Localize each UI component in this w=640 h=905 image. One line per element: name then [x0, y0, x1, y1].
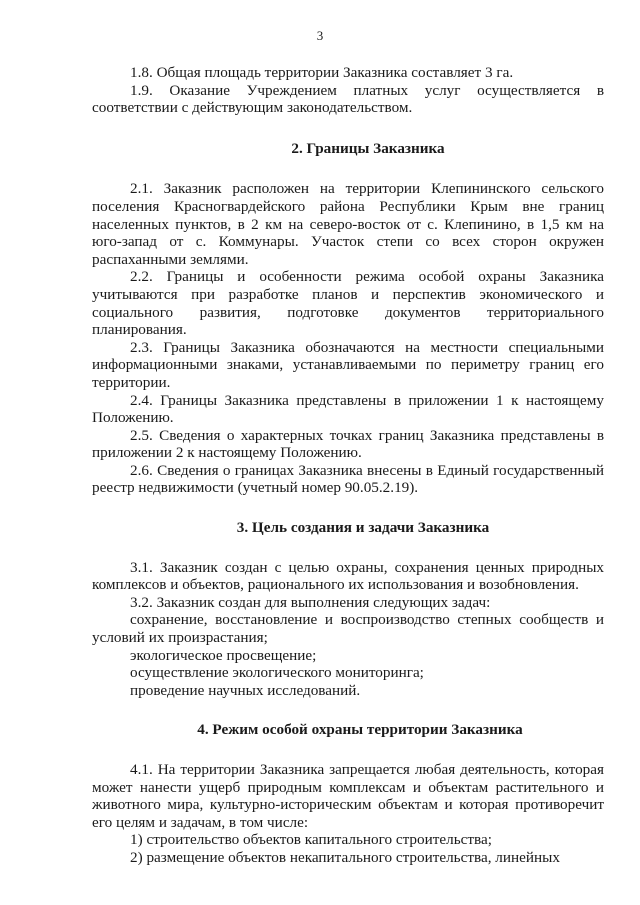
paragraph-1-9: 1.9. Оказание Учреждением платных услуг осуществляется в соответствии с действующим законодательством.: [92, 81, 604, 117]
list-item: 2) размещение объектов некапитального строительства, линейных: [130, 848, 560, 866]
task-item: экологическое просвещение;: [130, 646, 317, 664]
task-item: проведение научных исследований.: [130, 681, 361, 699]
section-2-heading: 2. Границы Заказника: [291, 139, 445, 157]
section-3-heading: 3. Цель создания и задачи Заказника: [236, 519, 490, 537]
page-number: 3: [316, 28, 324, 43]
section-4-heading: 4. Режим особой охраны территории Заказника: [197, 721, 523, 739]
task-item: сохранение, восстановление и воспроизводство степных сообществ и условий их произрастания;: [92, 611, 604, 647]
paragraph-2-4: 2.4. Границы Заказника представлены в приложении 1 к настоящему Положению.: [92, 391, 604, 427]
paragraph-3-1: 3.1. Заказник создан с целью охраны, сохранения ценных природных комплексов и объектов, рационального их использования и возобновления.: [92, 558, 604, 594]
task-item: осуществление экологического мониторинга;: [130, 664, 424, 682]
paragraph-2-2: 2.2. Границы и особенности режима особой охраны Заказника учитываются при разработке планов и перспектив экономического и социального развития, подготовке документов территориального планирования.: [92, 268, 604, 339]
paragraph-2-1: 2.1. Заказник расположен на территории Клепининского сельского поселения Красногвардейского района Республики Крым вне границ населенных пунктов, в 2 км на северо-восток от с. Клепинино, в 1,5 км на юго-запад от с. Коммунары. Участок степи со всех сторон окружен распаханными землями.: [92, 180, 604, 268]
paragraph-3-2: 3.2. Заказник создан для выполнения следующих задач:: [130, 593, 491, 611]
paragraph-2-6: 2.6. Сведения о границах Заказника внесены в Единый государственный реестр недвижимости (учетный номер 90.05.2.19).: [92, 461, 604, 497]
paragraph-2-3: 2.3. Границы Заказника обозначаются на местности специальными информационными знаками, устанавливаемыми по периметру границ его территории.: [92, 338, 604, 391]
paragraph-4-1: 4.1. На территории Заказника запрещается любая деятельность, которая может нанести ущерб природным комплексам и объектам растительного и животного мира, культурно-историческим объектам и которая противоречит его целям и задачам, в том числе:: [92, 761, 604, 831]
list-item: 1) строительство объектов капитального строительства;: [130, 831, 492, 849]
document-body: [92, 64, 604, 867]
paragraph-1-8: 1.8. Общая площадь территории Заказника составляет 3 га.: [130, 64, 514, 81]
paragraph-2-5: 2.5. Сведения о характерных точках границ Заказника представлены в приложении 2 к настоящему Положению.: [92, 426, 604, 462]
